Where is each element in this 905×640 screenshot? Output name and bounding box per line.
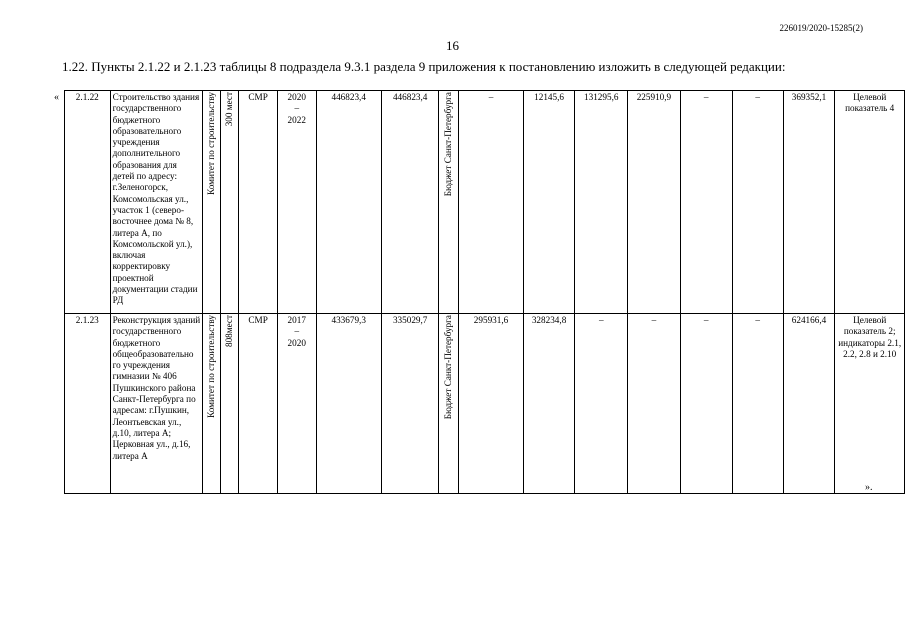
page-number: 16	[446, 38, 459, 53]
year-dash: –	[294, 326, 300, 337]
closing-quote: ».	[865, 482, 873, 493]
value-col-6: –	[732, 91, 783, 314]
value-col-1: –	[459, 91, 523, 314]
object-name: Строительство здания государственного бюджетного образовательного учреждения дополнительного образования для детей по адресу: г.Зеленогорск, Комсомольская ул., участок 1 (северо-восточнее дома № 8, литера А, по Комсомольской ул.), включая корректировку проектной документации стадии РД	[110, 91, 203, 314]
year-end: 2020	[287, 337, 306, 348]
committee-label: Комитет по строительству	[206, 92, 217, 195]
row-number: 2.1.23	[65, 314, 111, 494]
value-col-2: 328234,8	[523, 314, 575, 494]
value-col-7: 369352,1	[783, 91, 835, 314]
capacity-cell	[221, 314, 239, 494]
work-type: СМР	[239, 314, 278, 494]
row-number: 2.1.22	[65, 91, 111, 314]
target-indicator: Целевой показатель 2; индикаторы 2.1, 2.2, 2.8 и 2.10	[835, 314, 905, 494]
table-row	[65, 91, 905, 314]
value-col-5: –	[680, 314, 732, 494]
year-start: 2017	[287, 315, 306, 325]
committee-cell	[203, 314, 221, 494]
capacity-label: 808мест	[224, 315, 235, 347]
year-start: 2020	[287, 92, 306, 102]
total-cost: 446823,4	[316, 91, 381, 314]
budget-source-label: Бюджет Санкт-Петербурга	[443, 315, 454, 420]
budget-source-label: Бюджет Санкт-Петербурга	[443, 92, 454, 197]
value-col-4: –	[628, 314, 681, 494]
value-col-4: 225910,9	[628, 91, 681, 314]
capacity-cell	[221, 91, 239, 314]
years-cell	[277, 91, 316, 314]
opening-quote: «	[54, 92, 59, 103]
work-type: СМР	[239, 91, 278, 314]
years-cell	[277, 314, 316, 494]
program-table	[64, 90, 905, 494]
budget-source-cell	[439, 91, 459, 314]
table-row	[65, 314, 905, 494]
value-col-7: 624166,4	[783, 314, 835, 494]
value-col-3: –	[575, 314, 628, 494]
document-number: 226019/2020-15285(2)	[779, 23, 863, 33]
capacity-label: 300 мест	[224, 92, 235, 127]
budget-total: 446823,4	[381, 91, 439, 314]
budget-total: 335029,7	[381, 314, 439, 494]
target-indicator: Целевой показатель 4	[835, 91, 905, 314]
object-name: Реконструкция зданий государственного бюджетного общеобразовательно го учреждения гимназии № 406 Пушкинского района Санкт-Петербурга по адресам: г.Пушкин, Леонтьевская ул., д.10, литера А; Церковная ул., д.16, литера А	[110, 314, 203, 494]
committee-cell	[203, 91, 221, 314]
section-heading: 1.22. Пункты 2.1.22 и 2.1.23 таблицы 8 подраздела 9.3.1 раздела 9 приложения к постановлению изложить в следующей редакции:	[62, 59, 786, 74]
year-end: 2022	[287, 114, 306, 125]
value-col-3: 131295,6	[575, 91, 628, 314]
committee-label: Комитет по строительству	[206, 315, 217, 418]
value-col-6: –	[732, 314, 783, 494]
total-cost: 433679,3	[316, 314, 381, 494]
value-col-1: 295931,6	[459, 314, 523, 494]
budget-source-cell	[439, 314, 459, 494]
value-col-2: 12145,6	[523, 91, 575, 314]
year-dash: –	[294, 103, 300, 114]
value-col-5: –	[680, 91, 732, 314]
